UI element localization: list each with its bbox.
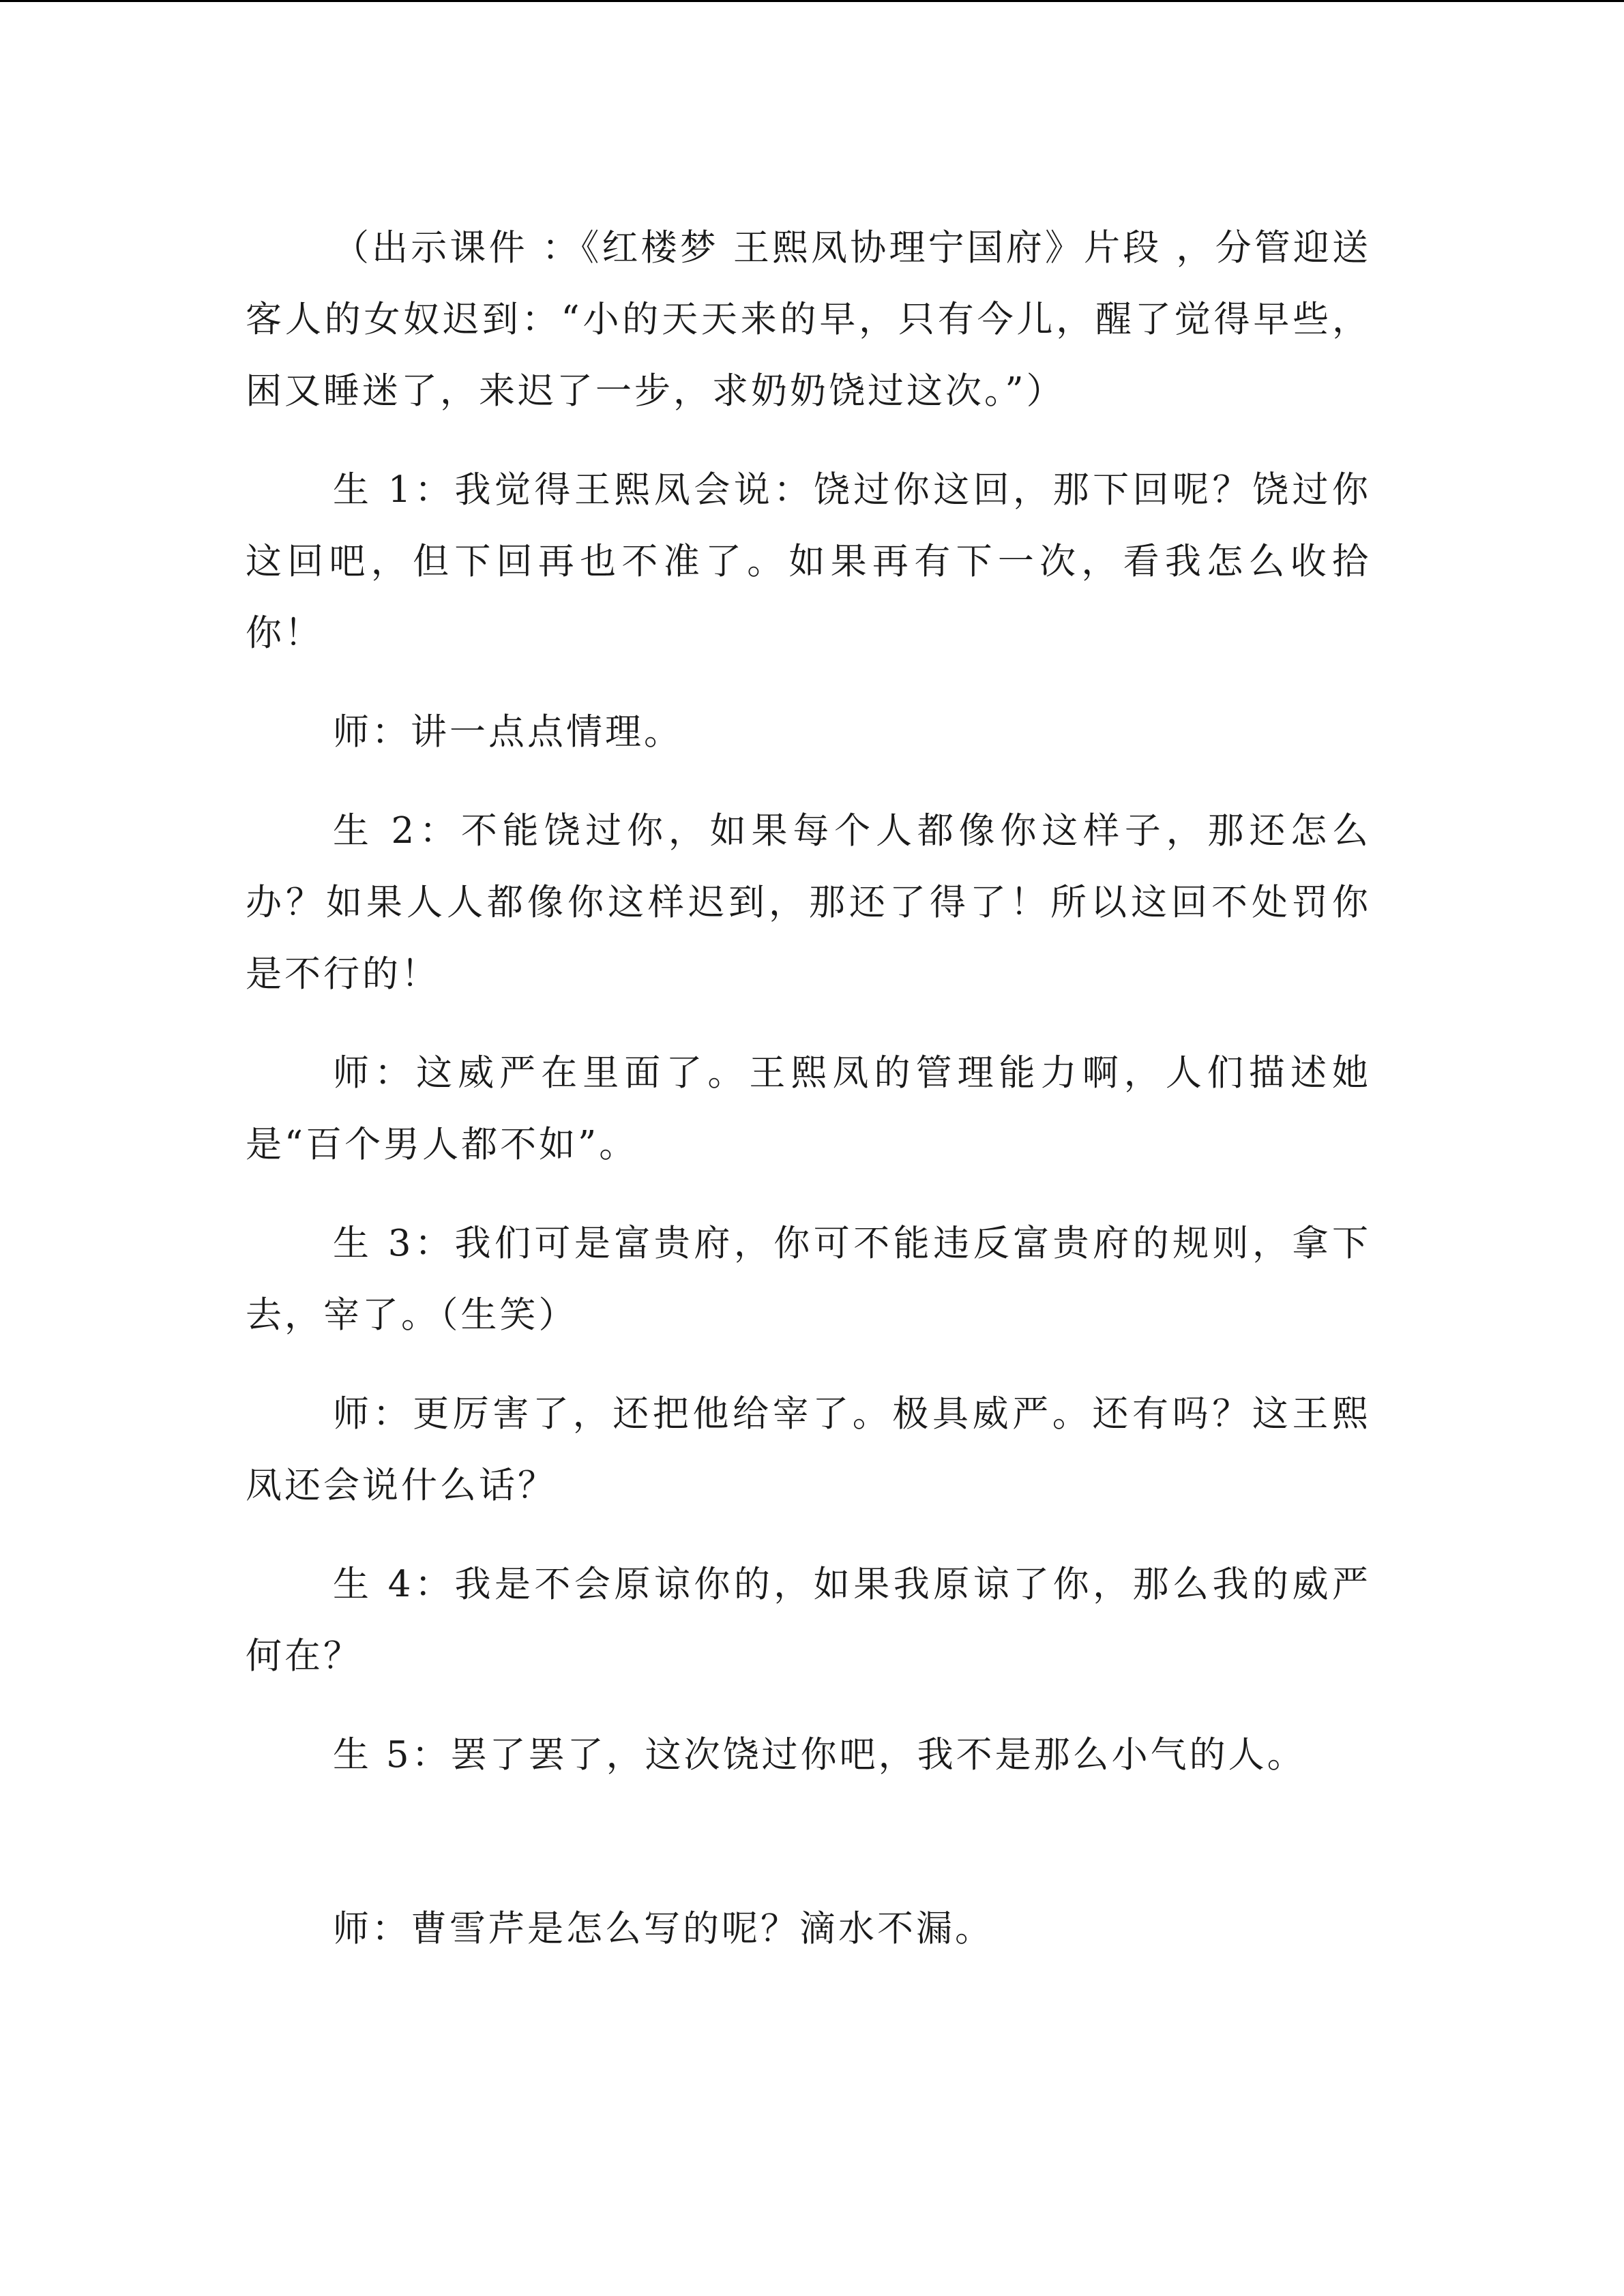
paragraph-student-4: 生 4：我是不会原谅你的，如果我原谅了你，那么我的威严何在？ (246, 1564, 1371, 1677)
paragraph-teacher-2: 师：这威严在里面了。王熙凤的管理能力啊，人们描述她是“百个男人都不如”。 (246, 1052, 1371, 1165)
paragraph-teacher-1: 师：讲一点点情理。 (333, 711, 683, 753)
paragraph-courseware: （出示课件 ：《红楼梦 王熙凤协理宁国府》片段 ，分管迎送客人的女奴迟到：“小的天天来的早，只有今儿，醒了觉得早些，困又睡迷了，来迟了一步，求奶奶饶过这次。”） (246, 227, 1371, 412)
paragraph-student-2: 生 2：不能饶过你，如果每个人都像你这样子，那还怎么办？如果人人都像你这样迟到，那还了得了！所以这回不处罚你是不行的！ (246, 810, 1371, 995)
paragraph-teacher-3: 师：更厉害了，还把他给宰了。极具威严。还有吗？这王熙凤还会说什么话？ (246, 1393, 1371, 1506)
paragraph-student-1: 生 1：我觉得王熙凤会说：饶过你这回，那下回呢？饶过你这回吧，但下回再也不准了。如果再有下一次，看我怎么收拾你！ (246, 469, 1371, 654)
document-body (246, 212, 1371, 1992)
paragraph-teacher-4: 师：曹雪芹是怎么写的呢？滴水不漏。 (333, 1908, 994, 1950)
paragraph-student-5: 生 5：罢了罢了，这次饶过你吧，我不是那么小气的人。 (333, 1734, 1306, 1776)
paragraph-student-3: 生 3：我们可是富贵府，你可不能违反富贵府的规则，拿下去，宰了。（生笑） (246, 1223, 1371, 1336)
